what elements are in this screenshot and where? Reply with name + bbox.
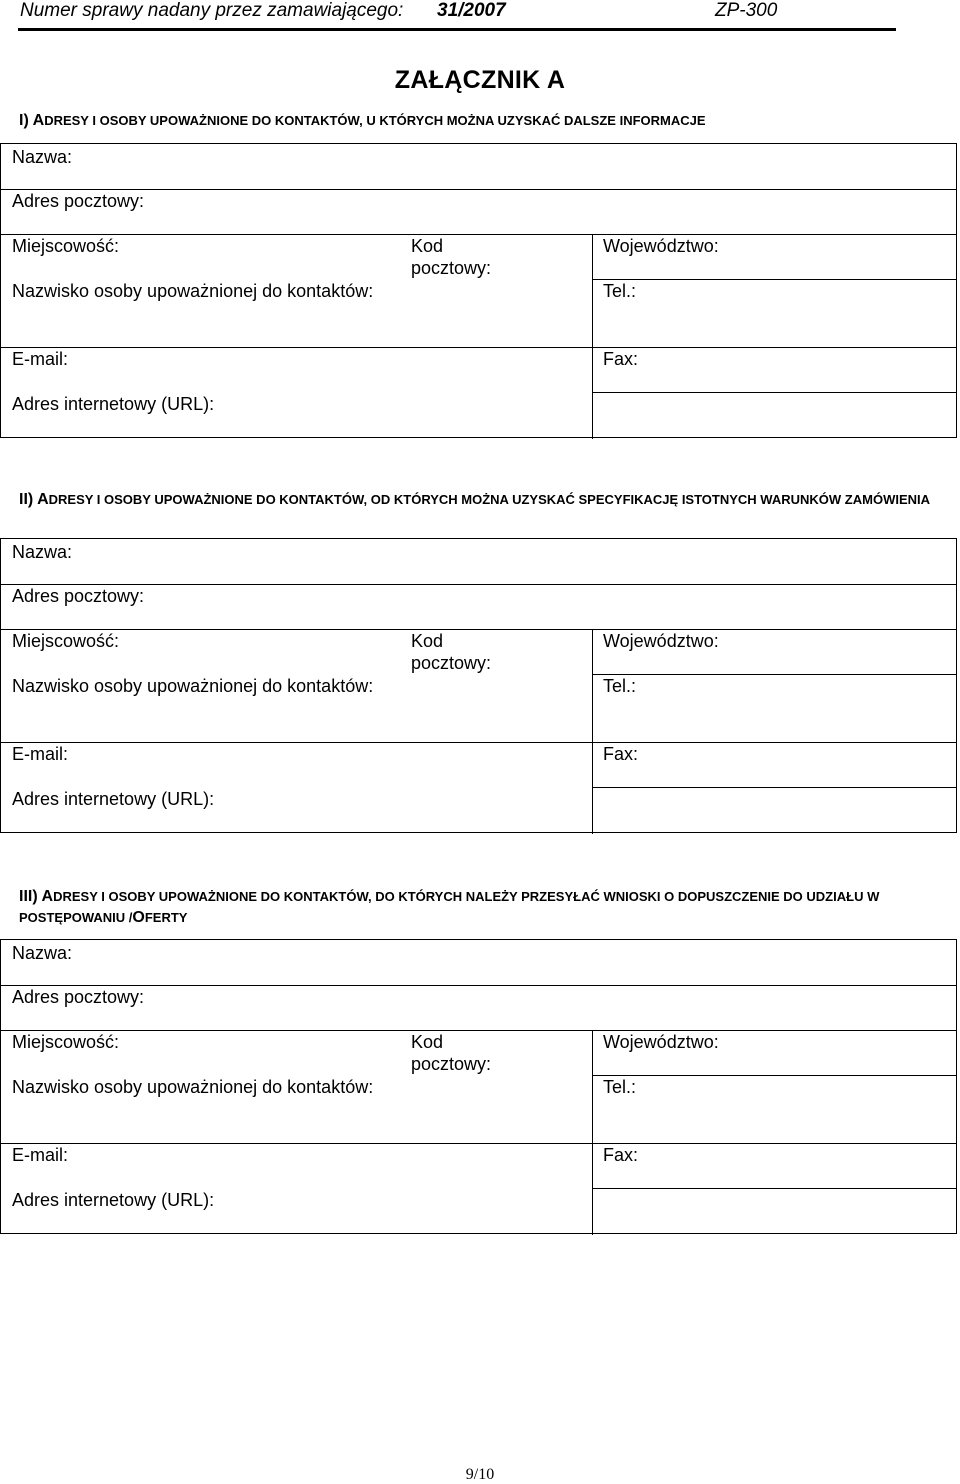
- url-label: Adres internetowy (URL):: [12, 1190, 215, 1210]
- case-number: 31/2007: [437, 0, 506, 21]
- section-title-part: DRESY I OSOBY UPOWAŻNIONE DO KONTAKTÓW, U KTÓRYCH MOŻNA UZYSKAĆ DALSZE INFORMACJE: [44, 113, 706, 128]
- annex-title: ZAŁĄCZNIK A: [394, 66, 566, 94]
- fax-label: Fax:: [603, 1145, 639, 1165]
- procedure-code: ZP-300: [715, 0, 778, 21]
- section-title-part: DRESY I OSOBY UPOWAŻNIONE DO KONTAKTÓW, OD KTÓRYCH MOŻNA UZYSKAĆ SPECYFIKACJĘ ISTOTNYCH WARUNKÓW ZAMÓWIENIA: [48, 492, 931, 507]
- form-row-divider: [1, 234, 956, 235]
- page-number: 9/10: [465, 1466, 495, 1483]
- postal-code-label: Kod: [411, 631, 444, 651]
- form-column-divider: [592, 1030, 593, 1235]
- postal-code-label: Kod: [411, 236, 444, 256]
- form-column-divider: [592, 629, 593, 834]
- form-row-divider: [592, 787, 956, 788]
- city-label: Miejscowość:: [12, 1032, 120, 1052]
- form-row-divider: [592, 279, 956, 280]
- form-row-divider: [1, 629, 956, 630]
- email-label: E-mail:: [12, 1145, 69, 1165]
- section-title-part: II) A: [19, 491, 49, 508]
- name-label: Nazwa:: [12, 943, 73, 963]
- form-row-divider: [1, 189, 956, 190]
- section-title-1: [19, 110, 939, 131]
- phone-label: Tel.:: [603, 1077, 637, 1097]
- case-number-label: Numer sprawy nadany przez zamawiającego:: [20, 0, 404, 21]
- postal-code-label: pocztowy:: [411, 653, 492, 673]
- form-row-divider: [1, 985, 956, 986]
- email-label: E-mail:: [12, 744, 69, 764]
- postal-code-label: pocztowy:: [411, 1054, 492, 1074]
- section-title-3: [19, 886, 939, 928]
- name-label: Nazwa:: [12, 542, 73, 562]
- fax-label: Fax:: [603, 349, 639, 369]
- form-row-divider: [592, 392, 956, 393]
- form-row-divider: [1, 584, 956, 585]
- phone-label: Tel.:: [603, 676, 637, 696]
- province-label: Województwo:: [603, 236, 719, 256]
- address-form-1: [0, 143, 957, 438]
- contact-person-label: Nazwisko osoby upoważnionej do kontaktów:: [12, 676, 374, 696]
- url-label: Adres internetowy (URL):: [12, 789, 215, 809]
- fax-label: Fax:: [603, 744, 639, 764]
- form-row-divider: [1, 347, 956, 348]
- province-label: Województwo:: [603, 631, 719, 651]
- postal-code-label: Kod: [411, 1032, 444, 1052]
- city-label: Miejscowość:: [12, 236, 120, 256]
- section-title-part: I) A: [19, 112, 45, 129]
- postal-address-label: Adres pocztowy:: [12, 191, 145, 211]
- form-row-divider: [1, 1030, 956, 1031]
- page-header: [18, 0, 896, 31]
- address-form-3: [0, 939, 957, 1234]
- section-title-2: [19, 489, 939, 510]
- section-title-part: O: [132, 909, 145, 926]
- phone-label: Tel.:: [603, 281, 637, 301]
- postal-address-label: Adres pocztowy:: [12, 586, 145, 606]
- contact-person-label: Nazwisko osoby upoważnionej do kontaktów:: [12, 281, 374, 301]
- section-title-part: DRESY I OSOBY UPOWAŻNIONE DO KONTAKTÓW, DO KTÓRYCH NALEŻY PRZESYŁAĆ WNIOSKI O DOPUSZCZENIE DO UDZIAŁU W POSTĘPOWANIU /: [19, 889, 880, 925]
- name-label: Nazwa:: [12, 147, 73, 167]
- form-row-divider: [592, 1075, 956, 1076]
- url-label: Adres internetowy (URL):: [12, 394, 215, 414]
- form-row-divider: [592, 1188, 956, 1189]
- section-title-part: FERTY: [144, 910, 188, 925]
- address-form-2: [0, 538, 957, 833]
- form-row-divider: [592, 674, 956, 675]
- contact-person-label: Nazwisko osoby upoważnionej do kontaktów:: [12, 1077, 374, 1097]
- email-label: E-mail:: [12, 349, 69, 369]
- postal-code-label: pocztowy:: [411, 258, 492, 278]
- section-title-part: III) A: [19, 888, 54, 905]
- province-label: Województwo:: [603, 1032, 719, 1052]
- postal-address-label: Adres pocztowy:: [12, 987, 145, 1007]
- form-column-divider: [592, 234, 593, 439]
- form-row-divider: [1, 1143, 956, 1144]
- city-label: Miejscowość:: [12, 631, 120, 651]
- form-row-divider: [1, 742, 956, 743]
